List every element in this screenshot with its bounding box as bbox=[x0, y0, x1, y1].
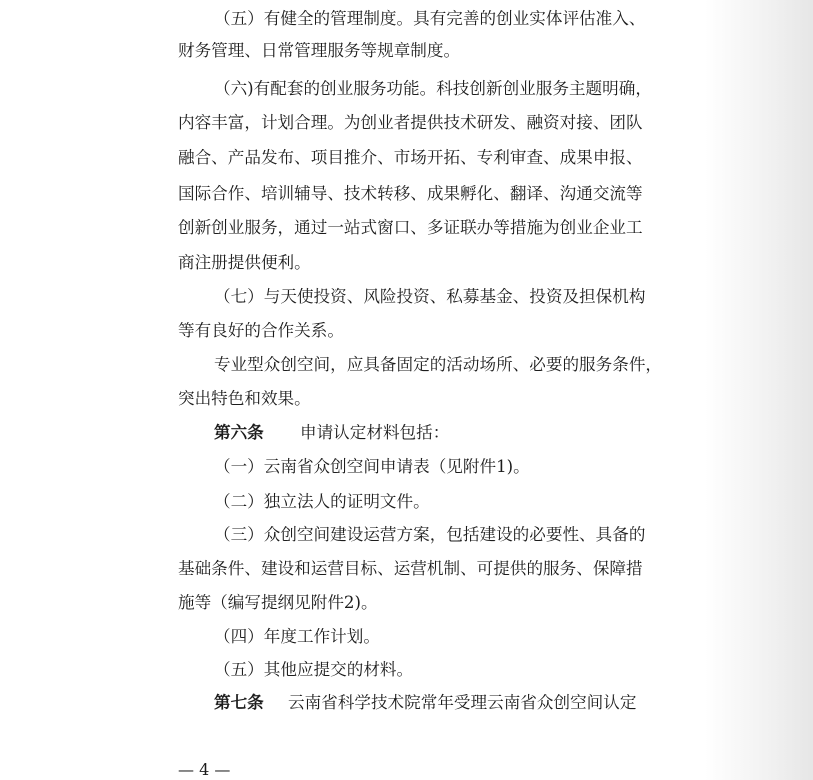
paragraph-line: 国际合作、培训辅导、技术转移、成果孵化、翻译、沟通交流等 bbox=[178, 184, 643, 203]
article-seven-text: 云南省科学技术院常年受理云南省众创空间认定 bbox=[288, 693, 637, 712]
paragraph-line: 内容丰富，计划合理。为创业者提供技术研发、融资对接、团队 bbox=[178, 113, 643, 132]
article-six-text: 申请认定材料包括： bbox=[300, 423, 450, 442]
article-seven-heading: 第七条 bbox=[214, 693, 264, 712]
paragraph-line: （七）与天使投资、风险投资、私募基金、投资及担保机构 bbox=[214, 287, 646, 306]
paragraph-line: （五）有健全的管理制度。具有完善的创业实体评估准入、 bbox=[214, 9, 646, 28]
page-number: — 4 — bbox=[178, 760, 231, 779]
paragraph-line: （六)有配套的创业服务功能。科技创新创业服务主题明确， bbox=[214, 79, 652, 98]
paragraph-line: 等有良好的合作关系。 bbox=[178, 321, 344, 340]
paragraph-line: 专业型众创空间，应具备固定的活动场所、必要的服务条件， bbox=[214, 355, 663, 374]
scan-shadow bbox=[705, 0, 813, 780]
list-item: （一）云南省众创空间申请表（见附件1)。 bbox=[214, 457, 530, 476]
paragraph-line: 商注册提供便利。 bbox=[178, 253, 311, 272]
list-item: （四）年度工作计划。 bbox=[214, 627, 380, 646]
list-item: （五）其他应提交的材料。 bbox=[214, 660, 414, 679]
paragraph-line: 基础条件、建设和运营目标、运营机制、可提供的服务、保障措 bbox=[178, 559, 643, 578]
list-item: （二）独立法人的证明文件。 bbox=[214, 492, 430, 511]
paragraph-line: 财务管理、日常管理服务等规章制度。 bbox=[178, 41, 461, 60]
list-item: （三）众创空间建设运营方案，包括建设的必要性、具备的 bbox=[214, 525, 646, 544]
paragraph-line: 突出特色和效果。 bbox=[178, 389, 311, 408]
article-six-heading: 第六条 bbox=[214, 423, 264, 442]
paragraph-line: 施等（编写提纲见附件2)。 bbox=[178, 593, 378, 612]
paragraph-line: 融合、产品发布、项目推介、市场开拓、专利审查、成果申报、 bbox=[178, 148, 643, 167]
paragraph-line: 创新创业服务，通过一站式窗口、多证联办等措施为创业企业工 bbox=[178, 218, 643, 237]
